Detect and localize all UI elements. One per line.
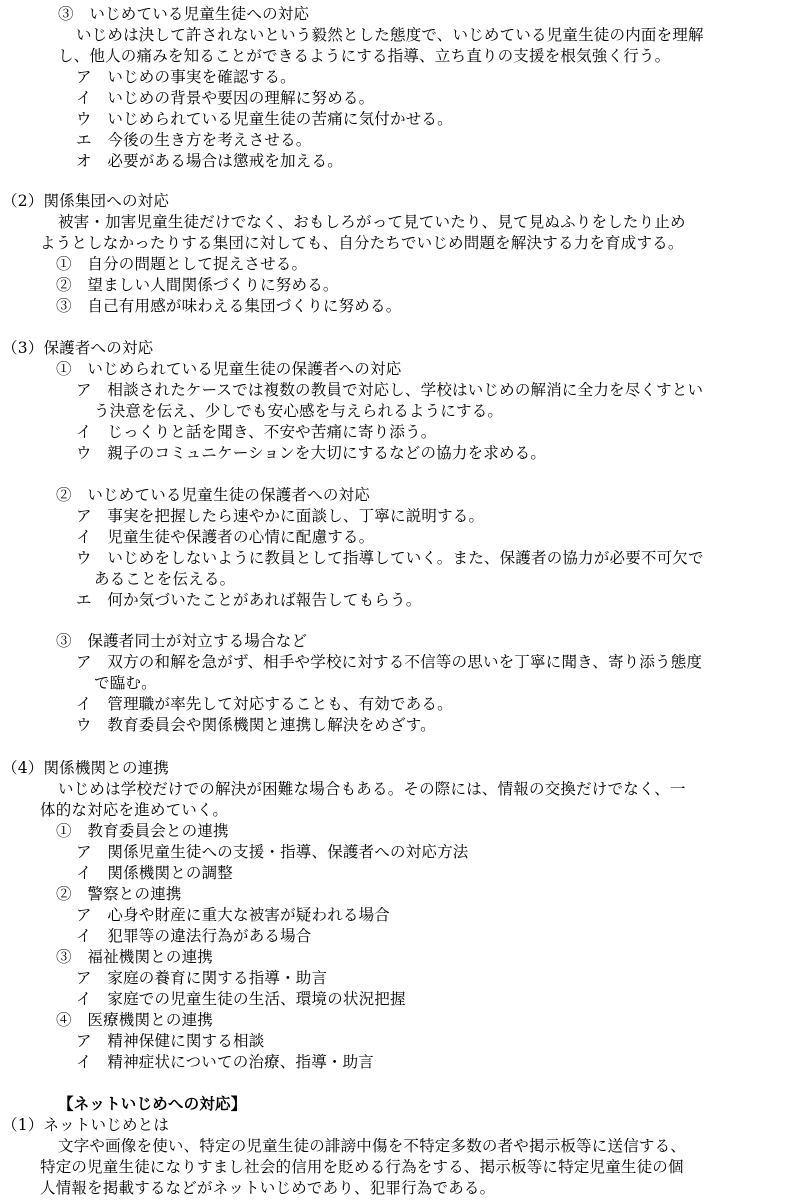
paragraph-line: 特定の児童生徒になりすまし社会的信用を貶める行為をする、掲示板等に特定児童生徒の個 [40,1158,684,1176]
subsection-heading: ④ 医療機関との連携 [56,1011,214,1029]
section-heading: ③ いじめている児童生徒への対応 [58,5,310,23]
list-item: ウ いじめられている児童生徒の苦痛に気付かせる。 [76,110,453,128]
list-item: ① 自分の問題として捉えさせる。 [56,255,308,273]
list-item: エ 今後の生き方を考えさせる。 [76,131,312,149]
list-item: ③ 自己有用感が味わえる集団づくりに努める。 [56,297,402,315]
paragraph-line: ようとしなかったりする集団に対しても、自分たちでいじめ問題を解決する力を育成する。 [40,234,684,252]
list-item-continuation: う決意を伝え、少しでも安心感を与えられるようにする。 [94,402,504,420]
list-item: ② 望ましい人間関係づくりに努める。 [56,276,339,294]
list-item-continuation: で臨む。 [94,674,157,692]
list-item: ア いじめの事実を確認する。 [76,68,296,86]
list-item: イ いじめの背景や要因の理解に努める。 [76,89,375,107]
paragraph-line: いじめは決して許されないという毅然とした態度で、いじめている児童生徒の内面を理解 [76,26,704,44]
list-item-continuation: あることを伝える。 [94,570,236,588]
list-item: ア 相談されたケースでは複数の教員で対応し、学校はいじめの解消に全力を尽くすとい [76,381,704,399]
paragraph-line: 体的な対応を進めていく。 [40,801,229,819]
subsection-heading: ② いじめている児童生徒の保護者への対応 [56,486,371,504]
list-item: ア 家庭の養育に関する指導・助言 [76,969,328,987]
section-heading: （4）関係機関との連携 [2,759,170,777]
list-item: ウ いじめをしないように教員として指導していく。また、保護者の協力が必要不可欠で [76,549,704,567]
subsection-heading: ② 警察との連携 [56,885,182,903]
section-heading: （2）関係集団への対応 [2,192,170,210]
subsection-heading: ① いじめられている児童生徒の保護者への対応 [56,360,402,378]
list-item: イ 家庭での児童生徒の生活、環境の状況把握 [76,990,406,1008]
list-item: イ じっくりと話を聞き、不安や苦痛に寄り添う。 [76,423,437,441]
list-item: ア 関係児童生徒への支援・指導、保護者への対応方法 [76,843,469,861]
list-item: イ 精神症状についての治療、指導・助言 [76,1053,374,1071]
list-item: エ 何か気づいたことがあれば報告してもらう。 [76,591,422,609]
paragraph-line: 被害・加害児童生徒だけでなく、おもしろがって見ていたり、見て見ぬふりをしたり止め [58,213,686,231]
list-item: ア 心身や財産に重大な被害が疑われる場合 [76,906,391,924]
paragraph-line: いじめは学校だけでの解決が困難な場合もある。その際には、情報の交換だけでなく、一 [58,780,686,798]
paragraph-line: 人情報を掲載するなどがネットいじめであり、犯罪行為である。 [40,1179,496,1197]
list-item: ア 双方の和解を急がず、相手や学校に対する不信等の思いを丁寧に聞き、寄り添う態度 [76,653,703,671]
list-item: イ 児童生徒や保護者の心情に配慮する。 [76,528,375,546]
subsection-heading: ③ 福祉機関との連携 [56,948,214,966]
list-item: ウ 親子のコミュニケーションを大切にするなどの協力を求める。 [76,444,547,462]
list-item: イ 管理職が率先して対応することも、有効である。 [76,695,453,713]
subsection-heading: ① 教育委員会との連携 [56,822,229,840]
paragraph-line: し、他人の痛みを知ることができるようにする指導、立ち直りの支援を根気強く行う。 [58,47,671,65]
net-bullying-title: 【ネットいじめへの対応】 [58,1094,247,1113]
list-item: ウ 教育委員会や関係機関と連携し解決をめざす。 [76,716,436,734]
list-item: イ 関係機関との調整 [76,864,234,882]
section-heading: （3）保護者への対応 [2,339,154,357]
paragraph-line: 文字や画像を使い、特定の児童生徒の誹謗中傷を不特定多数の者や掲示板等に送信する、 [58,1137,687,1155]
subsection-heading: ③ 保護者同士が対立する場合など [56,632,308,650]
section-heading: （1）ネットいじめとは [2,1116,170,1134]
list-item: イ 犯罪等の違法行為がある場合 [76,927,312,945]
list-item: オ 必要がある場合は懲戒を加える。 [76,152,343,170]
list-item: ア 精神保健に関する相談 [76,1032,265,1050]
list-item: ア 事実を把握したら速やかに面談し、丁寧に説明する。 [76,507,485,525]
